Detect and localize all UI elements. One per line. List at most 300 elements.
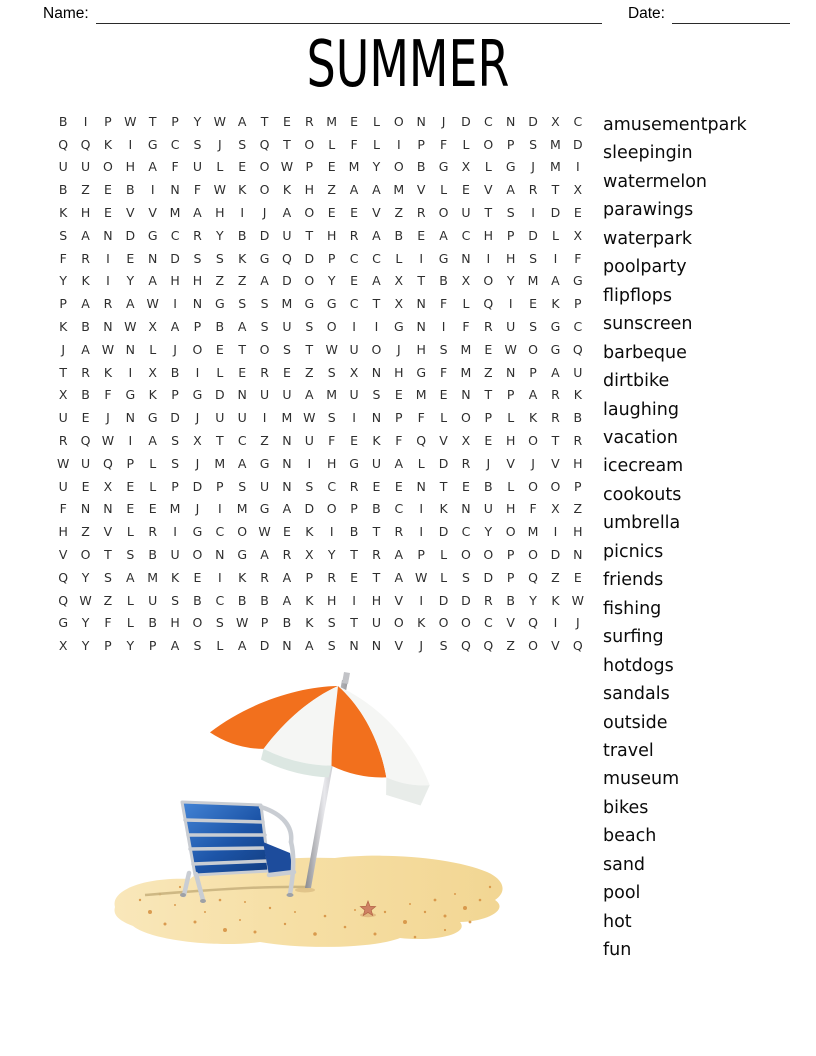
grid-letter: V [484, 182, 493, 198]
grid-letter: A [282, 569, 292, 585]
grid-letter: A [282, 501, 292, 517]
grid-letter: A [126, 296, 135, 312]
grid-letter: M [147, 569, 159, 585]
grid-letter: U [58, 410, 68, 426]
grid-letter: B [215, 319, 225, 334]
grid-letter: O [393, 615, 404, 631]
grid-letter: Q [58, 592, 69, 608]
grid-letter: V [551, 638, 560, 654]
grid-letter: G [214, 296, 225, 312]
grid-letter: G [259, 250, 270, 266]
word-list-item: umbrella [603, 513, 681, 534]
grid-letter: O [237, 524, 248, 540]
grid-letter: S [171, 592, 180, 608]
grid-letter: O [326, 319, 337, 334]
grid-letter: K [148, 387, 157, 403]
word-list-item: parawings [603, 200, 694, 221]
grid-letter: W [504, 341, 517, 357]
grid-letter: P [59, 296, 67, 312]
word-list-item: sunscreen [603, 314, 693, 335]
grid-letter: Z [237, 273, 247, 289]
grid-letter: J [173, 341, 177, 357]
grid-letter: P [484, 410, 493, 426]
grid-letter: W [79, 592, 92, 608]
grid-letter: Y [81, 638, 90, 654]
word-list-item: travel [603, 740, 654, 761]
grid-letter: G [147, 410, 158, 426]
grid-letter: L [551, 227, 559, 243]
grid-letter: X [148, 319, 157, 334]
grid-letter: A [372, 227, 381, 243]
grid-letter: A [170, 638, 180, 654]
grid-letter: N [349, 638, 359, 654]
grid-letter: S [193, 638, 202, 654]
grid-letter: L [216, 638, 224, 654]
grid-letter: K [528, 410, 538, 426]
grid-letter: E [484, 341, 493, 357]
grid-letter: V [506, 615, 515, 631]
grid-letter: U [282, 227, 292, 243]
grid-letter: W [258, 524, 271, 540]
grid-letter: O [304, 136, 315, 152]
grid-letter: U [304, 432, 314, 448]
grid-letter: P [506, 387, 515, 403]
grid-letter: L [126, 524, 134, 540]
grid-letter: Y [126, 638, 135, 654]
grid-letter: A [305, 387, 314, 403]
grid-letter: K [551, 296, 560, 312]
grid-letter: F [350, 136, 358, 152]
grid-letter: F [439, 136, 448, 152]
grid-letter: R [551, 410, 560, 426]
grid-letter: G [259, 501, 270, 517]
grid-letter: T [148, 113, 157, 129]
grid-letter: G [192, 524, 203, 540]
grid-letter: N [416, 478, 426, 494]
grid-letter: C [327, 478, 337, 494]
grid-letter: C [215, 524, 225, 540]
grid-letter: N [416, 113, 426, 129]
grid-letter: H [170, 273, 180, 289]
grid-letter: G [349, 455, 359, 471]
grid-letter: K [238, 250, 247, 266]
grid-letter: Y [59, 273, 67, 289]
grid-letter: C [461, 524, 471, 540]
grid-letter: G [58, 615, 69, 631]
grid-letter: I [553, 615, 558, 631]
grid-letter: K [170, 569, 180, 585]
grid-letter: I [419, 592, 424, 608]
grid-letter: B [237, 227, 247, 243]
page-title: SUMMER [306, 25, 510, 102]
grid-letter: N [371, 638, 382, 654]
grid-letter: H [416, 341, 426, 357]
grid-letter: J [262, 205, 267, 221]
grid-letter: O [483, 546, 494, 562]
grid-letter: V [372, 205, 381, 221]
grid-letter: H [326, 227, 337, 243]
grid-letter: C [461, 227, 471, 243]
grid-letter: G [393, 319, 404, 334]
grid-letter: U [215, 410, 225, 426]
grid-letter: D [461, 592, 471, 608]
grid-letter: A [349, 182, 359, 198]
grid-letter: X [103, 478, 113, 494]
grid-letter: R [483, 319, 493, 334]
grid-letter: E [461, 478, 470, 494]
grid-letter: D [528, 113, 538, 129]
grid-letter: D [572, 136, 583, 152]
grid-letter: Q [483, 296, 494, 312]
date-label: Date: [627, 5, 665, 22]
grid-letter: C [483, 615, 493, 631]
grid-letter: A [260, 546, 269, 562]
grid-letter: O [371, 341, 382, 357]
grid-letter: O [505, 524, 516, 540]
grid-letter: L [440, 182, 448, 198]
grid-letter: O [192, 615, 203, 631]
grid-letter: E [238, 364, 247, 380]
grid-letter: Q [528, 615, 538, 631]
grid-letter: G [304, 296, 315, 312]
word-list-item: laughing [603, 399, 679, 420]
grid-letter: G [147, 227, 158, 243]
grid-letter: R [528, 182, 538, 198]
word-list-item: sandals [603, 684, 670, 705]
grid-letter: V [439, 432, 448, 448]
grid-letter: U [371, 615, 382, 631]
grid-letter: P [305, 569, 314, 585]
grid-letter: Q [572, 638, 583, 654]
grid-letter: A [148, 273, 157, 289]
grid-letter: D [304, 250, 315, 266]
grid-letter: S [171, 432, 180, 448]
grid-letter: L [507, 478, 515, 494]
grid-letter: S [260, 296, 269, 312]
grid-letter: Z [327, 182, 336, 198]
grid-letter: H [505, 250, 516, 266]
grid-letter: K [417, 615, 426, 631]
grid-letter: F [104, 615, 112, 631]
grid-letter: T [283, 136, 291, 152]
grid-letter: U [371, 455, 382, 471]
grid-letter: X [461, 273, 471, 289]
grid-letter: B [439, 273, 448, 289]
grid-letter: E [148, 501, 157, 517]
grid-letter: S [439, 638, 448, 654]
grid-letter: A [237, 455, 247, 471]
grid-letter: I [106, 273, 110, 289]
grid-letter: T [372, 524, 381, 540]
grid-letter: G [259, 455, 270, 471]
grid-letter: E [350, 113, 359, 129]
grid-letter: B [170, 364, 180, 380]
grid-letter: J [531, 159, 535, 175]
grid-letter: T [484, 387, 493, 403]
grid-letter: Y [215, 227, 224, 243]
grid-letter: I [106, 250, 110, 266]
grid-letter: N [506, 113, 516, 129]
name-label: Name: [43, 5, 89, 22]
grid-letter: B [394, 227, 404, 243]
grid-letter: L [372, 136, 380, 152]
grid-letter: J [217, 136, 222, 152]
grid-letter: U [148, 592, 158, 608]
grid-letter: L [216, 159, 224, 175]
grid-letter: T [305, 227, 314, 243]
grid-letter: P [104, 113, 112, 129]
grid-letter: E [126, 250, 135, 266]
grid-letter: J [61, 341, 66, 357]
grid-letter: W [571, 592, 584, 608]
grid-letter: T [551, 182, 560, 198]
grid-letter: S [327, 364, 336, 380]
grid-letter: I [128, 432, 133, 448]
grid-letter: Q [58, 569, 69, 585]
grid-letter: S [372, 387, 381, 403]
grid-letter: O [304, 205, 315, 221]
grid-letter: N [506, 364, 516, 380]
grid-letter: U [349, 387, 359, 403]
grid-letter: A [237, 638, 247, 654]
grid-letter: F [59, 250, 67, 266]
word-list-item: flipflops [603, 285, 672, 306]
grid-letter: F [462, 319, 470, 334]
grid-letter: I [128, 364, 133, 380]
grid-letter: F [439, 296, 448, 312]
grid-letter: L [328, 136, 336, 152]
grid-letter: K [59, 205, 68, 221]
grid-letter: S [327, 410, 336, 426]
grid-letter: O [461, 615, 471, 631]
grid-letter: P [574, 296, 582, 312]
grid-letter: I [217, 569, 222, 585]
grid-letter: R [394, 524, 404, 540]
grid-letter: M [281, 296, 293, 312]
grid-letter: C [573, 113, 583, 129]
word-list-item: surfing [603, 627, 664, 648]
grid-letter: G [147, 136, 158, 152]
grid-letter: O [80, 546, 91, 562]
grid-letter: W [124, 319, 137, 334]
grid-letter: E [350, 432, 359, 448]
grid-letter: N [192, 296, 203, 312]
grid-letter: S [59, 227, 68, 243]
grid-letter: O [461, 410, 471, 426]
name-fill-in-line[interactable] [96, 8, 602, 24]
grid-letter: F [439, 364, 448, 380]
word-list-item: fun [603, 940, 632, 961]
word-list-item: dirtbike [603, 371, 670, 392]
grid-letter: E [193, 569, 202, 585]
grid-letter: T [350, 615, 358, 631]
grid-letter: R [103, 296, 113, 312]
grid-letter: G [438, 250, 449, 266]
grid-letter: C [372, 250, 381, 266]
grid-letter: M [550, 136, 561, 152]
grid-letter: A [81, 341, 90, 357]
grid-letter: Z [506, 638, 515, 654]
grid-letter: L [440, 410, 448, 426]
grid-letter: P [417, 546, 425, 562]
grid-letter: Y [327, 273, 336, 289]
grid-letter: E [461, 182, 470, 198]
grid-letter: K [439, 501, 448, 517]
grid-letter: G [326, 296, 337, 312]
grid-letter: F [59, 501, 67, 517]
grid-letter: N [103, 227, 113, 243]
grid-letter: L [484, 159, 492, 175]
grid-letter: T [260, 113, 269, 129]
grid-letter: F [417, 410, 425, 426]
grid-letter: X [349, 364, 359, 380]
grid-letter: L [462, 296, 470, 312]
grid-letter: R [81, 364, 90, 380]
word-list-item: icecream [603, 456, 684, 477]
grid-letter: P [574, 478, 582, 494]
grid-letter: B [126, 182, 135, 198]
grid-letter: T [551, 432, 560, 448]
grid-letter: S [193, 136, 202, 152]
grid-letter: D [125, 227, 136, 243]
grid-letter: T [484, 205, 493, 221]
grid-letter: W [57, 455, 70, 471]
grid-letter: N [573, 546, 583, 562]
grid-letter: I [508, 296, 513, 312]
grid-letter: U [58, 159, 68, 175]
grid-letter: O [550, 478, 561, 494]
grid-letter: J [195, 501, 200, 517]
grid-letter: C [573, 319, 583, 334]
grid-letter: T [104, 546, 112, 562]
grid-letter: G [550, 319, 561, 334]
grid-letter: E [350, 569, 359, 585]
grid-letter: A [506, 182, 515, 198]
grid-letter: V [551, 455, 560, 471]
grid-letter: T [350, 546, 358, 562]
grid-letter: L [149, 455, 157, 471]
grid-letter: I [262, 410, 267, 426]
grid-letter: H [371, 592, 382, 608]
grid-letter: M [236, 501, 248, 517]
grid-letter: E [327, 205, 336, 221]
grid-letter: H [326, 592, 337, 608]
grid-letter: H [326, 455, 337, 471]
grid-letter: X [58, 638, 68, 654]
grid-letter: R [349, 227, 359, 243]
grid-letter: I [575, 159, 580, 175]
grid-letter: X [394, 296, 404, 312]
grid-letter: D [438, 455, 449, 471]
grid-letter: U [282, 387, 292, 403]
grid-letter: K [372, 432, 381, 448]
grid-letter: D [192, 478, 203, 494]
grid-letter: K [305, 524, 314, 540]
grid-letter: Q [103, 455, 113, 471]
starfish-shadow [360, 913, 376, 917]
grid-letter: A [394, 455, 404, 471]
grid-letter: B [148, 546, 157, 562]
grid-letter: W [303, 410, 316, 426]
grid-letter: R [260, 364, 269, 380]
grid-letter: E [215, 341, 224, 357]
grid-letter: U [259, 478, 270, 494]
grid-letter: O [461, 546, 471, 562]
grid-letter: B [372, 501, 381, 517]
word-list-item: beach [603, 826, 657, 847]
grid-letter: M [460, 341, 472, 357]
word-list-item: cookouts [603, 484, 682, 505]
grid-letter: W [101, 432, 115, 448]
grid-letter: Q [483, 638, 494, 654]
grid-letter: J [195, 455, 200, 471]
grid-letter: E [529, 296, 538, 312]
grid-letter: X [305, 546, 314, 562]
grid-letter: A [237, 319, 247, 334]
grid-letter: P [417, 136, 425, 152]
grid-letter: N [282, 478, 292, 494]
grid-letter: Q [58, 136, 69, 152]
grid-letter: P [171, 478, 179, 494]
word-list-item: hotdogs [603, 655, 674, 676]
grid-letter: B [237, 592, 247, 608]
grid-letter: L [149, 341, 157, 357]
grid-letter: B [58, 182, 68, 198]
grid-letter: U [80, 455, 91, 471]
grid-letter: N [148, 250, 158, 266]
grid-letter: E [350, 205, 359, 221]
grid-letter: S [461, 569, 470, 585]
grid-letter: P [171, 387, 179, 403]
grid-letter: A [260, 273, 269, 289]
grid-letter: A [148, 432, 157, 448]
word-list-item: fishing [603, 598, 662, 619]
grid-letter: F [104, 387, 112, 403]
grid-letter: M [214, 455, 226, 471]
word-list-item: hot [603, 911, 632, 932]
grid-letter: Z [484, 364, 493, 380]
grid-letter: W [146, 296, 159, 312]
grid-letter: O [528, 638, 538, 654]
grid-letter: I [419, 524, 424, 540]
grid-letter: F [328, 432, 336, 448]
grid-letter: O [528, 341, 538, 357]
grid-letter: G [237, 546, 248, 562]
grid-letter: E [394, 387, 403, 403]
date-fill-in-line[interactable] [672, 8, 790, 24]
grid-letter: Q [282, 250, 292, 266]
grid-letter: Y [484, 524, 493, 540]
grid-letter: Y [81, 569, 90, 585]
grid-letter: N [80, 501, 91, 517]
grid-letter: Z [551, 569, 560, 585]
grid-letter: A [372, 182, 381, 198]
grid-letter: R [551, 387, 560, 403]
grid-letter: A [282, 592, 292, 608]
grid-letter: B [193, 592, 202, 608]
grid-letter: I [352, 319, 356, 334]
grid-letter: Q [572, 341, 583, 357]
grid-letter: H [125, 159, 136, 175]
grid-letter: J [531, 455, 535, 471]
grid-letter: N [461, 387, 471, 403]
grid-letter: A [394, 546, 404, 562]
word-list-item: sand [603, 854, 646, 875]
grid-letter: M [460, 364, 472, 380]
grid-letter: I [531, 205, 535, 221]
grid-letter: F [193, 182, 202, 198]
grid-letter: M [415, 387, 427, 403]
